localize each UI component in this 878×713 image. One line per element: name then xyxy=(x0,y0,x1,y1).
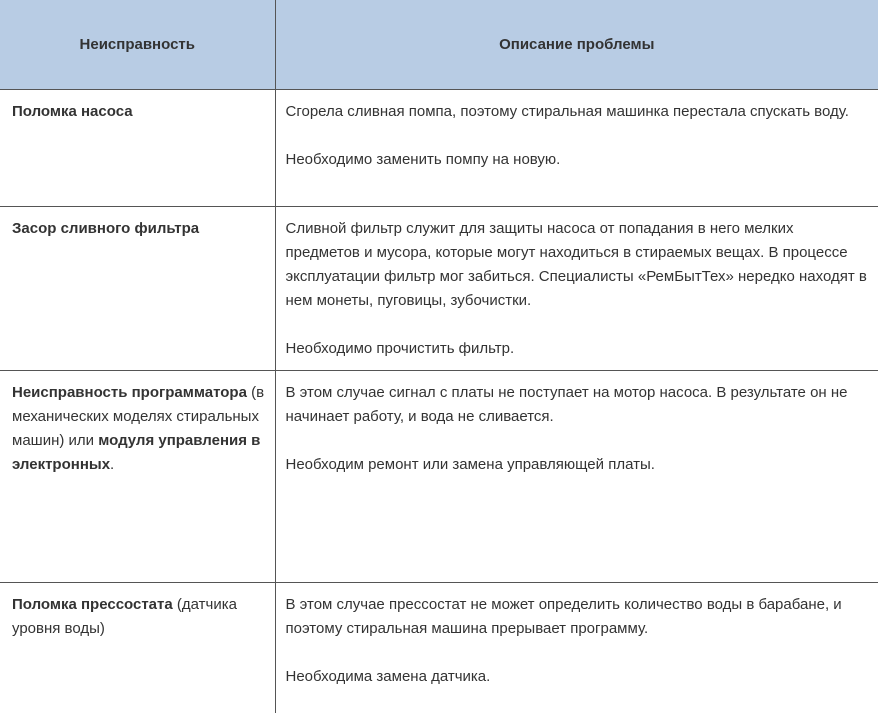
action-text: Необходима замена датчика. xyxy=(286,665,873,689)
fault-cell xyxy=(0,583,275,713)
header-description: Описание проблемы xyxy=(275,0,878,90)
fault-note: (в механических моделях стиральных машин) или xyxy=(12,384,264,449)
fault-title: Неисправность программатора xyxy=(12,384,247,401)
table-row xyxy=(0,90,878,207)
description-cell xyxy=(275,583,878,713)
description-text: В этом случае прессостат не может определить количество воды в барабане, и поэтому стиральная машина прерывает программу. xyxy=(286,593,873,641)
action-text: Необходимо заменить помпу на новую. xyxy=(286,148,873,172)
header-fault: Неисправность xyxy=(0,0,275,90)
fault-title: Засор сливного фильтра xyxy=(12,220,199,237)
table-row xyxy=(0,583,878,713)
table-row xyxy=(0,207,878,371)
fault-end: . xyxy=(110,456,114,473)
fault-title: Поломка прессостата xyxy=(12,596,173,613)
description-text: В этом случае сигнал с платы не поступает на мотор насоса. В результате он не начинает работу, и вода не сливается. xyxy=(286,381,873,429)
fault-title-secondary: модуля управления в электронных xyxy=(12,432,260,473)
description-text: Сгорела сливная помпа, поэтому стиральная машинка перестала спускать воду. xyxy=(286,100,873,124)
table-row xyxy=(0,371,878,583)
fault-title: Поломка насоса xyxy=(12,103,133,120)
fault-cell xyxy=(0,371,275,583)
action-text: Необходимо прочистить фильтр. xyxy=(286,337,873,361)
description-cell xyxy=(275,371,878,583)
table-header-row xyxy=(0,0,878,90)
action-text: Необходим ремонт или замена управляющей платы. xyxy=(286,453,873,477)
fault-cell xyxy=(0,90,275,207)
fault-note: (датчика уровня воды) xyxy=(12,596,237,637)
description-text: Сливной фильтр служит для защиты насоса от попадания в него мелких предметов и мусора, которые могут находиться в стираемых вещах. В процессе эксплуатации фильтр мог забиться. Специалисты «РемБытТех» нередко находят в нем монеты, пуговицы, зубочистки. xyxy=(286,217,873,313)
description-cell xyxy=(275,207,878,371)
description-cell xyxy=(275,90,878,207)
fault-cell xyxy=(0,207,275,371)
